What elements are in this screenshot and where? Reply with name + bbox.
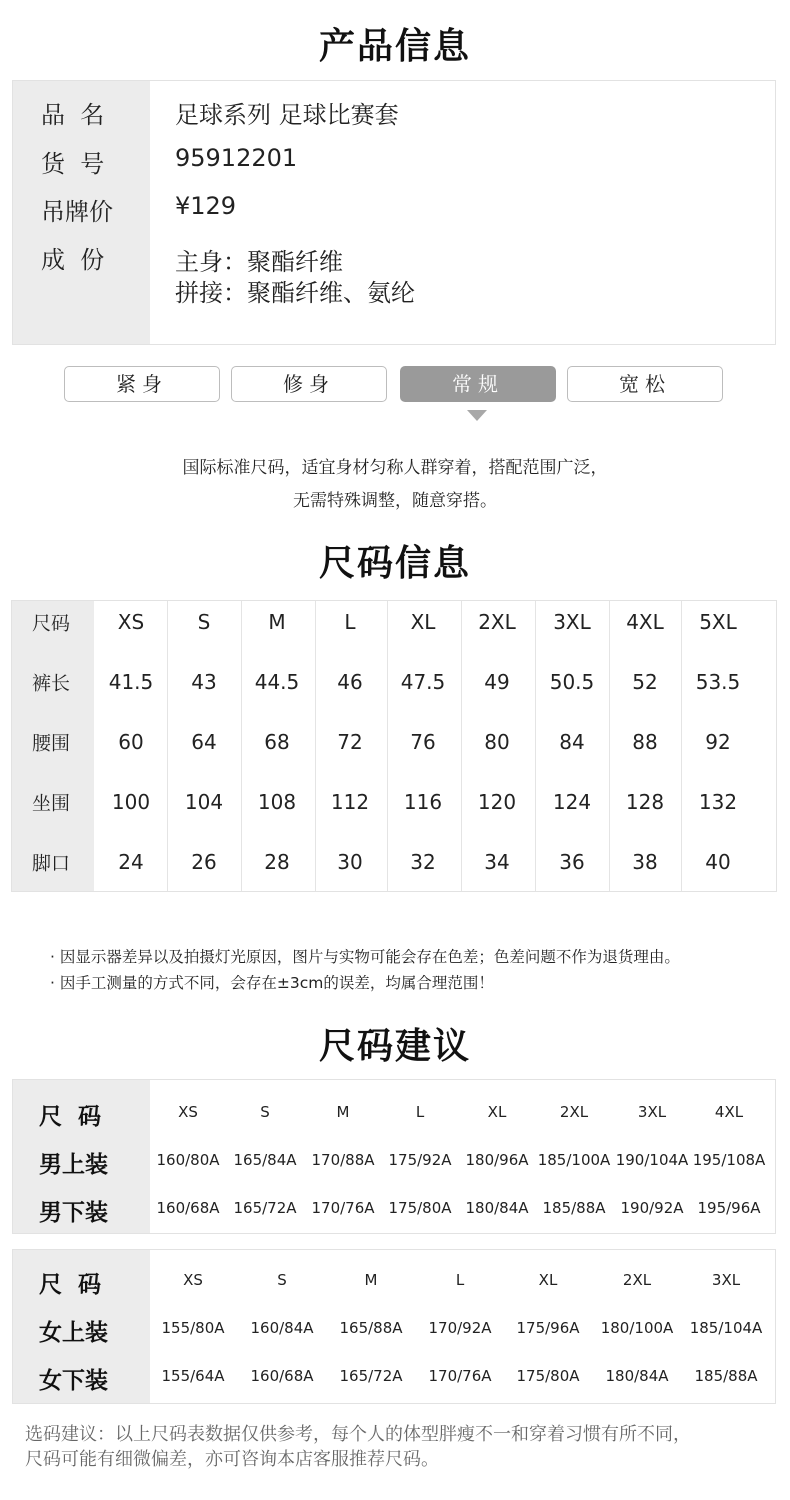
- table-row: [12, 833, 776, 891]
- men-top-cell: 165/84A: [233, 1151, 297, 1169]
- table-cell: 112: [330, 790, 370, 814]
- women-top-cell: 180/100A: [600, 1319, 674, 1337]
- women-bottom-cell: 175/80A: [516, 1367, 580, 1385]
- table-cell: 52: [632, 670, 658, 694]
- men-size-header-cell: 2XL: [559, 1103, 589, 1121]
- size-header-cell: L: [344, 610, 356, 634]
- size-header-cell: 2XL: [478, 610, 516, 634]
- women-size-header-cell: L: [455, 1271, 465, 1289]
- table-cell: 30: [337, 850, 363, 874]
- women-size-header-cell: M: [364, 1271, 378, 1289]
- label-tag-price: 吊牌价: [41, 198, 113, 226]
- table-row: [12, 773, 776, 831]
- men-bottom-cell: 170/76A: [311, 1199, 375, 1217]
- men-bottom-cell: 190/92A: [620, 1199, 684, 1217]
- table-cell: 43: [191, 670, 217, 694]
- men-size-header-cell: S: [260, 1103, 270, 1121]
- size-table: [11, 600, 777, 892]
- men-top-cell: 185/100A: [537, 1151, 611, 1169]
- size-advice-title: 尺码建议: [318, 1026, 471, 1067]
- fit-description-line2: 无需特殊调整，随意穿搭。: [293, 491, 497, 511]
- men-size-header-cell: 3XL: [637, 1103, 667, 1121]
- value-item-number: 95912201: [175, 144, 298, 172]
- men-bottom-cell: 175/80A: [388, 1199, 452, 1217]
- table-cell: 100: [111, 790, 151, 814]
- women-size-header-cell: S: [277, 1271, 287, 1289]
- table-cell: 41.5: [108, 670, 154, 694]
- women-bottom-cell: 170/76A: [428, 1367, 492, 1385]
- table-cell: 28: [264, 850, 290, 874]
- label-item-number: 货 号: [41, 150, 105, 178]
- table-cell: 72: [337, 730, 363, 754]
- men-size-header-cell: M: [336, 1103, 350, 1121]
- women-top-cell: 160/84A: [250, 1319, 314, 1337]
- men-bottom-cell: 160/68A: [156, 1199, 220, 1217]
- label-product-name: 品 名: [41, 101, 105, 129]
- men-size-header-label: 尺 码: [39, 1104, 102, 1130]
- size-header-cell: 5XL: [699, 610, 737, 634]
- value-composition-main: 主身：聚酯纤维: [175, 248, 343, 276]
- size-header-cell: S: [197, 610, 211, 634]
- table-cell: 88: [632, 730, 658, 754]
- size-header-cell: 3XL: [553, 610, 591, 634]
- table-cell: 32: [410, 850, 436, 874]
- row-label-waist: 腰围: [32, 732, 71, 755]
- men-bottom-cell: 195/96A: [697, 1199, 761, 1217]
- size-info-title: 尺码信息: [318, 543, 471, 584]
- fit-option-regular[interactable]: 常规: [400, 366, 556, 402]
- table-cell: 76: [410, 730, 436, 754]
- size-header-cell: M: [268, 610, 286, 634]
- table-cell: 64: [191, 730, 217, 754]
- size-header-cell: 4XL: [626, 610, 664, 634]
- women-size-header-cell: 3XL: [711, 1271, 741, 1289]
- men-top-cell: 160/80A: [156, 1151, 220, 1169]
- note-color-difference: · 因显示器差异以及拍摄灯光原因，图片与实物可能会存在色差；色差问题不作为退货理由。: [50, 948, 680, 966]
- table-cell: 38: [632, 850, 658, 874]
- women-size-header-cell: XL: [538, 1271, 558, 1289]
- size-advice-line1: 选码建议：以上尺码表数据仅供参考，每个人的体型胖瘦不一和穿着习惯有所不同，: [25, 1424, 691, 1445]
- table-cell: 80: [484, 730, 510, 754]
- table-cell: 116: [403, 790, 443, 814]
- women-bottom-cell: 185/88A: [694, 1367, 758, 1385]
- label-composition: 成 份: [41, 246, 105, 274]
- table-cell: 36: [559, 850, 585, 874]
- men-top-label: 男上装: [39, 1152, 108, 1178]
- men-size-header-cell: 4XL: [714, 1103, 744, 1121]
- table-cell: 132: [698, 790, 738, 814]
- men-size-header-cell: XS: [178, 1103, 198, 1121]
- table-row: [12, 593, 776, 651]
- men-bottom-label: 男下装: [39, 1200, 108, 1226]
- men-size-header-cell: L: [415, 1103, 425, 1121]
- women-top-cell: 175/96A: [516, 1319, 580, 1337]
- women-bottom-cell: 155/64A: [161, 1367, 225, 1385]
- table-cell: 49: [484, 670, 510, 694]
- table-row: [12, 653, 776, 711]
- row-label-hip: 坐围: [32, 792, 71, 815]
- table-cell: 40: [705, 850, 731, 874]
- women-bottom-cell: 165/72A: [339, 1367, 403, 1385]
- table-cell: 44.5: [254, 670, 300, 694]
- row-label-size: 尺码: [32, 612, 71, 635]
- women-bottom-label: 女下装: [39, 1368, 108, 1394]
- women-top-cell: 185/104A: [689, 1319, 763, 1337]
- table-cell: 84: [559, 730, 585, 754]
- women-bottom-cell: 160/68A: [250, 1367, 314, 1385]
- table-cell: 34: [484, 850, 510, 874]
- table-cell: 120: [477, 790, 517, 814]
- size-header-cell: XS: [117, 610, 145, 634]
- fit-selected-arrow-icon: [467, 410, 487, 421]
- table-cell: 108: [257, 790, 297, 814]
- women-size-recommendation: [12, 1249, 776, 1404]
- women-top-cell: 170/92A: [428, 1319, 492, 1337]
- fit-option-slim[interactable]: 修身: [231, 366, 387, 402]
- women-size-header-cell: 2XL: [622, 1271, 652, 1289]
- table-cell: 24: [118, 850, 144, 874]
- men-bottom-cell: 185/88A: [542, 1199, 606, 1217]
- table-cell: 68: [264, 730, 290, 754]
- table-cell: 128: [625, 790, 665, 814]
- men-bottom-cell: 165/72A: [233, 1199, 297, 1217]
- table-cell: 92: [705, 730, 731, 754]
- table-cell: 50.5: [549, 670, 595, 694]
- size-header-cell: XL: [410, 610, 436, 634]
- product-info-title: 产品信息: [318, 26, 471, 67]
- women-top-cell: 155/80A: [161, 1319, 225, 1337]
- size-advice-line2: 尺码可能有细微偏差，亦可咨询本店客服推荐尺码。: [25, 1449, 439, 1470]
- men-top-cell: 190/104A: [615, 1151, 689, 1169]
- women-size-header-cell: XS: [183, 1271, 203, 1289]
- men-top-cell: 180/96A: [465, 1151, 529, 1169]
- men-size-recommendation: [12, 1079, 776, 1234]
- value-tag-price: ¥129: [175, 192, 237, 220]
- fit-description-line1: 国际标准尺码，适宜身材匀称人群穿着，搭配范围广泛，: [182, 458, 608, 478]
- fit-option-loose[interactable]: 宽松: [567, 366, 723, 402]
- men-top-cell: 195/108A: [692, 1151, 766, 1169]
- men-size-header-cell: XL: [487, 1103, 507, 1121]
- men-top-cell: 175/92A: [388, 1151, 452, 1169]
- women-size-header-label: 尺 码: [39, 1272, 102, 1298]
- table-cell: 60: [118, 730, 144, 754]
- men-bottom-cell: 180/84A: [465, 1199, 529, 1217]
- row-label-length: 裤长: [32, 672, 71, 695]
- fit-option-tight[interactable]: 紧身: [64, 366, 220, 402]
- row-label-leg-opening: 脚口: [32, 852, 71, 875]
- table-cell: 26: [191, 850, 217, 874]
- note-measurement-error: · 因手工测量的方式不同，会存在±3cm的误差，均属合理范围！: [50, 974, 494, 992]
- value-composition-splice: 拼接：聚酯纤维、氨纶: [175, 279, 415, 307]
- table-cell: 47.5: [400, 670, 446, 694]
- women-top-cell: 165/88A: [339, 1319, 403, 1337]
- table-row: [12, 713, 776, 771]
- table-cell: 46: [337, 670, 363, 694]
- table-cell: 124: [552, 790, 592, 814]
- value-product-name: 足球系列 足球比赛套: [175, 101, 399, 129]
- table-cell: 53.5: [695, 670, 741, 694]
- women-bottom-cell: 180/84A: [605, 1367, 669, 1385]
- women-top-label: 女上装: [39, 1320, 108, 1346]
- men-top-cell: 170/88A: [311, 1151, 375, 1169]
- product-info-box: [12, 80, 776, 345]
- table-cell: 104: [184, 790, 224, 814]
